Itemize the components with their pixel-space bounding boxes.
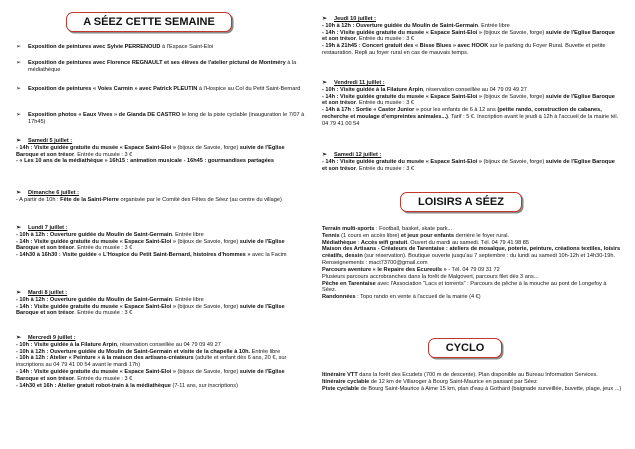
event-text: (bijoux de Savoie, forge) xyxy=(482,93,546,100)
event-line xyxy=(322,23,620,30)
loisir-bold-2: et jeux pour enfants xyxy=(400,232,455,239)
loisir-line xyxy=(322,267,622,274)
loisir-text: Plusieurs parcours accrobranches dans la forêt de Malgovert, parcours filet dès 3 ans... xyxy=(322,273,539,280)
day-heading-text: Samedi 12 juillet : xyxy=(334,152,382,158)
loisir-bold: Terrain multi-sports xyxy=(322,226,375,232)
event-line xyxy=(322,94,620,108)
event-line xyxy=(16,304,308,318)
event-bold: - 10h à 12h : Ouverture guidée du Moulin de Saint-Germain xyxy=(16,296,173,303)
cyclo-line xyxy=(322,372,622,379)
cyclo-text: de Bourg Saint-Maurice à Aime 15 km, plan d'eau à Gothard (baignade surveillée, buvette, plage, jeux ...) xyxy=(359,385,622,392)
event-line xyxy=(16,232,308,239)
event-text: . Entrée libre xyxy=(172,296,204,303)
arrow-bullet-icon: ➢ xyxy=(16,335,22,341)
event-bold: - 10h à 12h : Ouverture guidée du Moulin de Saint-Germain xyxy=(16,231,173,238)
event-bold-2: (petite rando, construction de cabanes, recherche et moulage d'empreintes animales...) xyxy=(322,107,602,121)
event-text: pour les enfants de 6 à 12 ans xyxy=(419,107,498,114)
event-bold: - 14h : Visite guidée gratuite du musée « Espace Saint-Eloi » xyxy=(16,238,176,245)
loisir-line xyxy=(322,226,622,233)
arrow-bullet-icon: ➢ xyxy=(16,86,22,92)
day-thursday-10 xyxy=(322,16,620,57)
event-text: (bijoux de Savoie, forge) xyxy=(176,238,240,245)
day-tuesday-8 xyxy=(16,290,308,317)
semaine-title: A SÉEZ CETTE SEMAINE xyxy=(83,15,215,28)
event-text: (bijoux de Savoie, forge) xyxy=(482,29,546,36)
loisirs-title: LOISIRS A SÉEZ xyxy=(418,195,504,208)
loisir-line xyxy=(322,274,622,281)
event-line xyxy=(16,239,308,253)
day-heading-text: Mardi 8 juillet : xyxy=(28,290,68,296)
loisir-text-2: . Ouvert du mardi au samedi. Tél. 04 79 41 98 85 xyxy=(407,239,529,246)
event-line xyxy=(16,383,308,390)
event-text: (bijoux de Savoie, forge) xyxy=(176,144,240,151)
event-bold-2: suivie de l'Eglise Baroque et son trésor xyxy=(16,238,285,252)
arrow-bullet-icon: ➢ xyxy=(16,138,22,144)
day-saturday-5 xyxy=(16,138,308,165)
event-bold: - 19h à 21h45 : Concert gratuit des « Bisse Blues » avec HOOK xyxy=(322,43,489,50)
cyclo-bold: Itinéraire cyclable xyxy=(322,378,370,385)
event-text-2: organisée par le Comité des Fêtes de Séez (au centre du village) xyxy=(118,196,282,203)
event-line xyxy=(16,197,308,204)
event-bold-2: suivie de l'Eglise Baroque et son trésor xyxy=(16,303,285,317)
expo-item xyxy=(16,44,306,51)
day-heading-text: Jeudi 10 juillet : xyxy=(334,16,376,22)
event-text: . Entrée libre xyxy=(172,231,204,238)
event-bold: - 14h : Visite guidée gratuite du musée « Espace Saint-Eloi » xyxy=(16,144,176,151)
expo-place: à l'Hospice au Col du Petit Saint-Bernard xyxy=(197,86,301,92)
loisirs-title-box xyxy=(400,192,522,212)
cyclo-title-box xyxy=(428,338,502,358)
day-heading-text: Lundi 7 juillet : xyxy=(28,225,68,231)
day-heading xyxy=(322,16,620,23)
day-heading xyxy=(16,190,308,197)
arrow-bullet-icon: ➢ xyxy=(16,112,22,118)
expo-item xyxy=(16,112,306,126)
expo-title: Exposition de peintures avec Sylvie PERRENOUD xyxy=(28,44,161,50)
event-line xyxy=(322,43,620,57)
event-bold-2: suivie de l'Eglise Baroque et son trésor xyxy=(322,93,615,107)
cyclo-text: de 12 km de Villaroger à Bourg Saint-Maurice en passant par Séez xyxy=(369,378,537,385)
event-bold-2: suivie de l'Eglise Baroque et son trésor xyxy=(16,369,285,382)
event-line xyxy=(322,87,620,94)
event-bold: - 14h : Visite guidée gratuite du musée « Espace Saint-Eloi » xyxy=(322,29,482,36)
arrow-bullet-icon: ➢ xyxy=(322,16,328,22)
expo-title: Exposition photos « Eaux Vives » de Gianda DE CASTRO xyxy=(28,112,181,118)
event-text: - A partir de 10h : xyxy=(16,196,61,203)
event-line xyxy=(16,342,308,349)
event-line xyxy=(322,107,620,127)
event-line xyxy=(16,369,308,383)
loisir-bold: Maison des Artisans - Créateurs de Tarentaise : ateliers de mosaïque, poterie, peinture, créations textiles, loisirs créatifs, dessin xyxy=(322,246,621,260)
event-bold: - « Les 10 ans de la médiathèque » 16h15 : animation musicale - 16h45 : gourmandises partagées xyxy=(16,158,275,165)
event-bold: - 10h à 12h : Ouverture guidée du Moulin de Saint-Germain et visite de la chapelle à 10h. xyxy=(16,348,251,355)
loisir-text: (1 cours en accès libre) xyxy=(339,232,401,239)
expo-item xyxy=(16,60,306,74)
loisir-bold: Parcours aventure « le Repaire des Ecureuils » xyxy=(322,266,447,273)
day-sunday-6 xyxy=(16,190,308,204)
arrow-bullet-icon: ➢ xyxy=(16,60,22,66)
loisir-text: (sur réservation). Boutique ouverte jusqu'au 7 septembre : du lundi au samedi 10h-12h et 14h30-19h. Renseignements : mact73700@gmail.com xyxy=(322,253,616,267)
loisir-bold: Tennis xyxy=(322,232,340,239)
day-heading-text: Dimanche 6 juillet : xyxy=(28,190,79,196)
loisir-text: - Tél. 04 79 09 31 72 xyxy=(446,266,500,273)
day-heading xyxy=(16,138,308,145)
event-bold: - 10h : Visite guidée à la Filature Arpin xyxy=(322,86,424,93)
loisir-line xyxy=(322,233,622,240)
loisir-line xyxy=(322,246,622,266)
expo-place: le long de la piste cyclable (inauguration le 7/07 à 17h45) xyxy=(28,112,305,125)
event-bold-2: Fête de la Saint-Pierre xyxy=(60,196,119,203)
arrow-bullet-icon: ➢ xyxy=(16,190,22,196)
cyclo-text: dans la forêt des Ecudets (700 m de descente). Plan disponible au Bureau Information Services. xyxy=(357,372,598,378)
expo-place: à l'Espace Saint-Eloi xyxy=(160,44,214,50)
event-text-2: . Entrée du musée : 3 € xyxy=(74,310,133,317)
day-friday-11 xyxy=(322,80,620,128)
event-text: (bijoux de Savoie, forge) xyxy=(176,303,240,310)
event-bold: - 10h à 12h : Ouverture guidée du Moulin de Saint-Germain xyxy=(322,22,479,29)
event-text-2: . Entrée du musée : 3 € xyxy=(355,36,415,43)
cyclo-line xyxy=(322,379,622,386)
cyclo-list xyxy=(322,372,622,392)
event-line xyxy=(16,252,308,259)
event-text: , réservation conseillée au 04 79 09 49 27 xyxy=(423,86,527,93)
cyclo-bold: Itinéraire VTT xyxy=(322,372,358,378)
event-line xyxy=(16,297,308,304)
event-text-2: . Entrée du musée : 3 € xyxy=(74,375,133,382)
day-heading xyxy=(322,152,620,159)
event-text: (adulte et enfant dès 6 ans, 20 €, sur inscriptions au 04 79 41 00 54 avant le mardi 17h) xyxy=(16,355,287,369)
event-bold-2: suivie de l'Eglise Baroque et son trésor xyxy=(322,29,615,43)
day-heading-text: Vendredi 11 juillet : xyxy=(334,80,385,86)
event-bold: - 14h30 à 16h30 : Visite guidée « L'Hospice du Petit Saint-Bernard, histoires d'hommes » xyxy=(16,252,251,259)
loisir-text: : xyxy=(356,239,361,246)
day-saturday-12 xyxy=(322,152,620,172)
event-bold: - 14h : Visite guidée gratuite du musée « Espace Saint-Eloi » xyxy=(322,93,482,100)
event-bold: - 14h : Visite guidée gratuite du musée « Espace Saint-Eloi » xyxy=(322,158,482,165)
loisir-text-2: derrière le foyer rural. xyxy=(454,232,510,239)
event-text-2: . Entrée du musée : 3 € xyxy=(74,151,133,158)
event-bold-2: suivie de l'Eglise Baroque et son trésor xyxy=(16,144,285,158)
event-bold: - 10h : Visite guidée à la Filature Arpin xyxy=(16,341,118,348)
event-line xyxy=(16,355,308,369)
loisir-line xyxy=(322,281,622,295)
day-heading xyxy=(16,290,308,297)
event-text-2: . Entrée du musée : 3 € xyxy=(74,245,133,252)
day-wednesday-9 xyxy=(16,335,308,390)
day-heading-text: Samedi 5 juillet : xyxy=(28,138,73,144)
expo-title: Exposition de peintures avec Florence REGNAULT et ses élèves de l'atelier pictural de Montméry xyxy=(28,60,286,66)
loisir-text: avec l'Association "Lacs et torrents" : Parcours de pêche à la mouche au pont de Longefoy à Séez. xyxy=(322,280,607,294)
event-bold: - 14h à 17h : Sortie « Castor Junior » xyxy=(322,107,419,114)
arrow-bullet-icon: ➢ xyxy=(16,225,22,231)
semaine-title-box xyxy=(66,12,232,32)
cyclo-line xyxy=(322,386,622,393)
loisir-line xyxy=(322,240,622,247)
arrow-bullet-icon: ➢ xyxy=(16,290,22,296)
day-heading xyxy=(16,335,308,342)
cyclo-bold: Piste cyclable xyxy=(322,385,360,392)
expo-item xyxy=(16,86,306,93)
day-monday-7 xyxy=(16,225,308,259)
day-heading xyxy=(16,225,308,232)
event-text: . Entrée libre xyxy=(478,22,510,29)
arrow-bullet-icon: ➢ xyxy=(16,44,22,50)
event-bold: - 14h : Visite guidée gratuite du musée « Espace Saint-Eloi » xyxy=(16,303,176,310)
event-text-2: . Entrée du musée : 3 € xyxy=(355,165,415,172)
event-text: avec la Facim xyxy=(250,252,287,259)
arrow-bullet-icon: ➢ xyxy=(322,152,328,158)
event-line xyxy=(322,159,620,173)
loisir-bold: Randonnées xyxy=(322,294,356,301)
day-heading xyxy=(322,80,620,87)
loisirs-list xyxy=(322,226,622,301)
event-text: sur le parking du Foyer Rural. Buvette et petite restauration. Repli au foyer rural en cas de mauvais temps. xyxy=(322,43,606,57)
event-text: (7-11 ans, sur inscriptions) xyxy=(170,382,238,389)
event-text-2: . Entrée du musée : 3 € xyxy=(355,100,415,107)
event-bold: - 14h30 et 16h : Atelier gratuit robot-train à la médiathèque xyxy=(16,382,171,389)
event-bold-2: suivie de l'Eglise Baroque et son trésor xyxy=(322,158,615,172)
loisir-line xyxy=(322,294,622,301)
loisir-text: : Football, basket, skate park... xyxy=(374,226,453,232)
event-text: , réservation conseillée au 04 79 09 49 27 xyxy=(117,341,221,348)
arrow-bullet-icon: ➢ xyxy=(322,80,328,86)
day-heading-text: Mercredi 9 juillet : xyxy=(28,335,76,341)
event-text-2: . Tarif : 5 €. Inscription avant le jeudi à 12h à l'accueil de la mairie tél. 04 79 41 00 54 xyxy=(322,114,619,127)
loisir-bold-2: Accès wifi gratuit xyxy=(360,239,408,246)
cyclo-title: CYCLO xyxy=(445,341,485,354)
expo-place: à la médiathèque xyxy=(28,60,297,73)
loisir-bold: Médiathèque xyxy=(322,239,357,246)
expo-title: Exposition de peintures « Voies Carmin » avec Patrick PLEUTIN xyxy=(28,86,198,92)
loisir-text: : Topo rando en vente à l'accueil de la mairie (4 €) xyxy=(355,294,481,301)
event-text: Entrée libre xyxy=(250,348,281,355)
loisir-bold: Pêche en Tarentaise xyxy=(322,280,376,287)
event-line xyxy=(322,30,620,44)
event-bold: - 14h : Visite guidée gratuite du musée « Espace Saint-Eloi » xyxy=(16,369,176,376)
event-text: (bijoux de Savoie, forge) xyxy=(482,158,546,165)
event-line xyxy=(16,158,308,165)
event-text: (bijoux de Savoie, forge) xyxy=(176,369,240,376)
event-bold: - 10h à 12h : Atelier « Peinture » à la maison des artisans-créateurs xyxy=(16,355,194,362)
event-line xyxy=(16,145,308,159)
event-line xyxy=(16,349,308,356)
